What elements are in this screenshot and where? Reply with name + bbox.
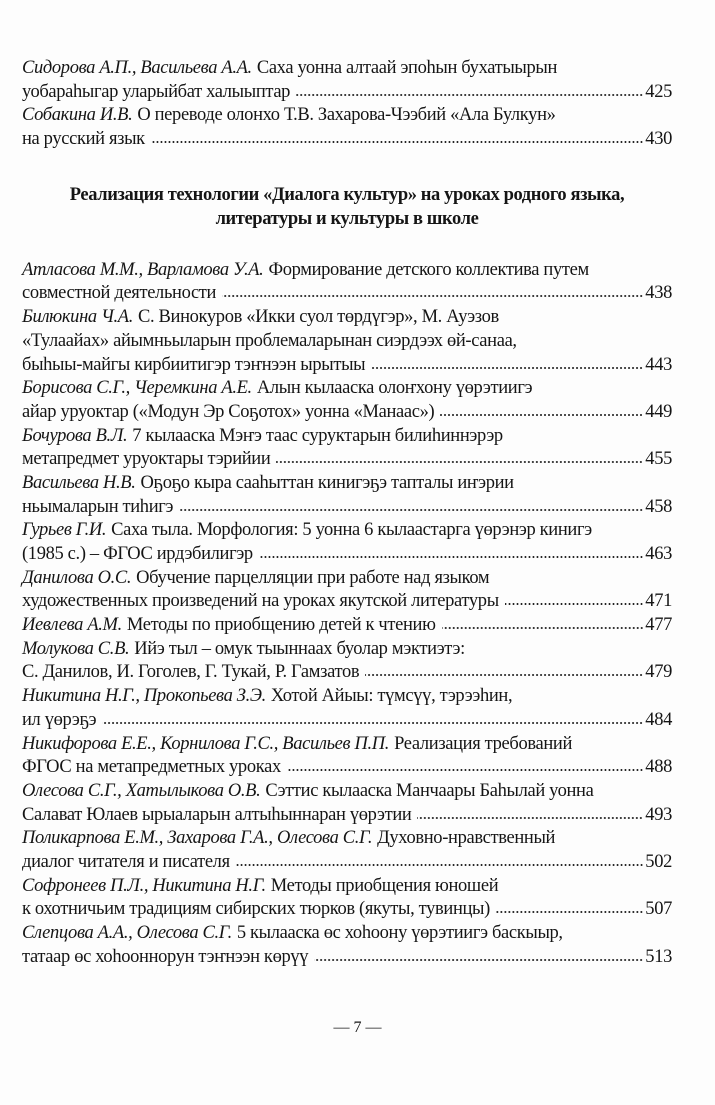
toc-entry xyxy=(22,733,672,780)
entry-authors: Поликарпова Е.М., Захарова Г.А., Олесова С.Г. xyxy=(22,828,373,849)
toc-entry xyxy=(22,638,672,685)
toc-entry-line xyxy=(22,543,672,567)
dot-leader xyxy=(365,673,643,677)
entry-page-number: 463 xyxy=(645,544,672,564)
entry-authors: Иевлева А.М. xyxy=(22,615,122,636)
page-number: — 7 — xyxy=(333,1019,382,1036)
entry-title-text: Методы по приобщению детей к чтению xyxy=(126,615,436,636)
entry-title-text: ньымаларын тиһигэ xyxy=(22,496,174,517)
entry-title-text: ил үөрэҕэ xyxy=(22,709,97,730)
toc-entry-line xyxy=(22,306,672,330)
toc-entry-line xyxy=(22,614,672,638)
entry-authors: Васильева Н.В. xyxy=(22,472,136,493)
toc-entry xyxy=(22,306,672,377)
toc-entry-line xyxy=(22,756,672,780)
entry-page-number: 471 xyxy=(645,591,672,612)
entry-title-text: Методы приобщения юношей xyxy=(270,875,499,896)
toc-entry-line xyxy=(22,638,672,662)
entry-title-text: метапредмет уруоктары тэрийии xyxy=(22,449,271,470)
dot-leader xyxy=(179,508,643,512)
entry-authors: Никитина Н.Г., Прокопьева З.Э. xyxy=(22,686,266,707)
section-heading xyxy=(22,183,672,231)
toc-entry-line xyxy=(22,354,672,378)
entry-title-text: татаар өс хоһооннорун тэҥнээн көрүү xyxy=(22,946,309,967)
entry-page-number: 507 xyxy=(645,899,672,920)
entry-title-text: Духовно-нравственный xyxy=(377,828,556,849)
entry-page-number: 458 xyxy=(645,496,672,517)
dot-leader xyxy=(259,555,643,559)
entry-title-text: Оҕоҕо кыра сааһыттан кинигэҕэ тапталы иҥэрии xyxy=(140,472,514,493)
entry-authors: Гурьев Г.И. xyxy=(22,520,107,541)
toc-entry xyxy=(22,922,672,969)
toc-entry-line xyxy=(22,519,672,543)
toc-entry xyxy=(22,519,672,566)
dot-leader xyxy=(440,413,643,417)
toc-entry-line xyxy=(22,685,672,709)
entry-title-text: Салават Юлаев ырыаларын алтыһыннаран үөрэтии xyxy=(22,804,412,825)
toc-entry-line xyxy=(22,282,672,306)
toc-entry-line xyxy=(22,496,672,520)
entry-page-number: 477 xyxy=(645,615,672,636)
entry-page-number: 443 xyxy=(645,354,672,375)
entry-page-number: 493 xyxy=(645,804,672,825)
entry-title-text: айар уруоктар («Модун Эр Соҕотох» уонна «Манаас») xyxy=(22,401,435,422)
toc-entry xyxy=(22,827,672,874)
entry-page-number: 455 xyxy=(645,449,672,470)
toc-entry xyxy=(22,614,672,638)
dot-leader xyxy=(417,816,643,820)
entry-authors: Никифорова Е.Е., Корнилова Г.С., Васильев П.П. xyxy=(22,733,390,754)
dot-leader xyxy=(151,140,643,144)
toc-entry xyxy=(22,875,672,922)
toc-entry-line xyxy=(22,567,672,591)
toc-entry-line xyxy=(22,330,672,354)
dot-leader xyxy=(236,863,644,867)
entry-page-number: 449 xyxy=(645,401,672,422)
toc-entry-line xyxy=(22,709,672,733)
entry-title-text: (1985 с.) – ФГОС ирдэбилигэр xyxy=(22,544,253,564)
toc-entry xyxy=(22,472,672,519)
entry-title-text: 7 кылааска Мэҥэ таас суруктарын билиһиннэрэр xyxy=(132,425,503,446)
toc-entry-line xyxy=(22,590,672,614)
entry-title-text: С. Винокуров «Икки суол төрдүгэр», М. Ауэзов xyxy=(137,307,499,328)
entry-page-number: 438 xyxy=(645,283,672,304)
entry-page-number: 430 xyxy=(645,129,672,150)
toc-entry-line xyxy=(22,661,672,685)
toc-entry-line xyxy=(22,104,672,128)
dot-leader xyxy=(287,768,643,772)
toc-entry xyxy=(22,377,672,424)
entry-title-text: Саха уонна алтаай эпоһын бухатыырын xyxy=(256,58,558,78)
toc-entry-line xyxy=(22,401,672,425)
entry-page-number: 484 xyxy=(645,709,672,730)
entry-title-text: Реализация требований xyxy=(394,733,573,754)
entry-page-number: 513 xyxy=(645,946,672,967)
entry-title-text: Ийэ тыл – омук тыыннаах буолар мэктиэтэ: xyxy=(134,638,465,659)
entry-authors: Билюкина Ч.А. xyxy=(22,307,133,328)
toc-entry-line xyxy=(22,898,672,922)
entry-authors: Сидорова А.П., Васильева А.А. xyxy=(22,58,252,78)
dot-leader xyxy=(505,602,644,606)
toc-entry-line xyxy=(22,875,672,899)
toc-entry-line xyxy=(22,81,672,105)
toc-entry-line xyxy=(22,804,672,828)
toc-entry-line xyxy=(22,472,672,496)
entry-title-text: диалог читателя и писателя xyxy=(22,851,230,872)
entry-title-text: С. Данилов, И. Гоголев, Г. Тукай, Р. Гамзатов xyxy=(22,662,360,683)
entry-title-text: Алын кылааска олоҥхону үөрэтиигэ xyxy=(256,378,533,399)
entry-title-text: совместной деятельности xyxy=(22,283,217,304)
dot-leader xyxy=(222,294,643,298)
toc-entry-line xyxy=(22,259,672,283)
toc-entry-line xyxy=(22,946,672,970)
dot-leader xyxy=(496,910,643,914)
dot-leader xyxy=(296,93,643,97)
toc-entry-line xyxy=(22,57,672,81)
toc-entry-line xyxy=(22,448,672,472)
toc-entry xyxy=(22,259,672,306)
toc-entry xyxy=(22,425,672,472)
entry-page-number: 479 xyxy=(645,662,672,683)
section-heading-line: литературы и культуры в школе xyxy=(215,208,479,229)
entry-title-text: Сэттис кылааска Манчаары Баһылай уонна xyxy=(265,780,594,801)
entry-authors: Собакина И.В. xyxy=(22,105,133,126)
toc-entry-line xyxy=(22,851,672,875)
dot-leader xyxy=(371,366,643,370)
entry-authors: Софронеев П.Л., Никитина Н.Г. xyxy=(22,875,266,896)
toc-entry-line xyxy=(22,922,672,946)
toc-entry-line xyxy=(22,425,672,449)
entry-page-number: 425 xyxy=(645,81,672,102)
entry-page-number: 488 xyxy=(645,757,672,778)
dot-leader xyxy=(314,958,643,962)
entry-title-text: О переводе олонхо Т.В. Захарова-Чээбий «Ала Булкун» xyxy=(137,105,556,126)
entry-title-text: на русский язык xyxy=(22,129,145,150)
entry-title-text: уобараһыгар уларыйбат халыыптар xyxy=(22,81,291,102)
entry-authors: Молукова С.В. xyxy=(22,638,130,659)
dot-leader xyxy=(442,626,644,630)
toc-entry xyxy=(22,685,672,732)
entry-title-text: быһыы-майгы кирбиитигэр тэҥнээн ырытыы xyxy=(22,354,366,375)
toc-entry-line xyxy=(22,827,672,851)
entry-authors: Олесова С.Г., Хатылыкова О.В. xyxy=(22,780,261,801)
entry-authors: Бочурова В.Л. xyxy=(22,425,128,446)
entry-title-text: к охотничьим традициям сибирских тюрков (якуты, тувинцы) xyxy=(22,899,490,920)
toc-entry xyxy=(22,104,672,151)
entry-authors: Атласова М.М., Варламова У.А. xyxy=(22,259,264,280)
toc-entry xyxy=(22,57,672,104)
table-of-contents xyxy=(22,57,672,969)
entry-title-text: Саха тыла. Морфология: 5 уонна 6 кылаастарга үөрэнэр кинигэ xyxy=(111,520,592,541)
entry-title-text: художественных произведений на уроках якутской литературы xyxy=(22,591,499,612)
toc-entry-line xyxy=(22,733,672,757)
entry-title-text: Хотой Айыы: түмсүү, тэрээһин, xyxy=(270,686,513,707)
entry-title-text: Формирование детского коллектива путем xyxy=(268,259,589,280)
entry-title-text: 5 кылааска өс хоһоону үөрэтиигэ баскыыр, xyxy=(236,923,563,943)
toc-entry-line xyxy=(22,377,672,401)
section-heading-line: Реализация технологии «Диалога культур» на уроках родного языка, xyxy=(69,184,625,205)
entry-title-text: «Тулаайах» айымньыларын проблемаларынан сиэрдээх өй-санаа, xyxy=(22,330,517,351)
toc-entry xyxy=(22,780,672,827)
entry-title-text: ФГОС на метапредметных уроках xyxy=(22,757,281,778)
entry-authors: Борисова С.Г., Черемкина А.Е. xyxy=(22,378,252,399)
entry-title-text: Обучение парцелляции при работе над языком xyxy=(136,567,490,588)
toc-entry-line xyxy=(22,128,672,152)
dot-leader xyxy=(102,721,643,725)
dot-leader xyxy=(276,460,643,464)
toc-entry xyxy=(22,567,672,614)
entry-page-number: 502 xyxy=(645,851,672,872)
entry-authors: Данилова О.С. xyxy=(22,567,132,588)
toc-entry-line xyxy=(22,780,672,804)
entry-authors: Слепцова А.А., Олесова С.Г. xyxy=(22,923,232,943)
